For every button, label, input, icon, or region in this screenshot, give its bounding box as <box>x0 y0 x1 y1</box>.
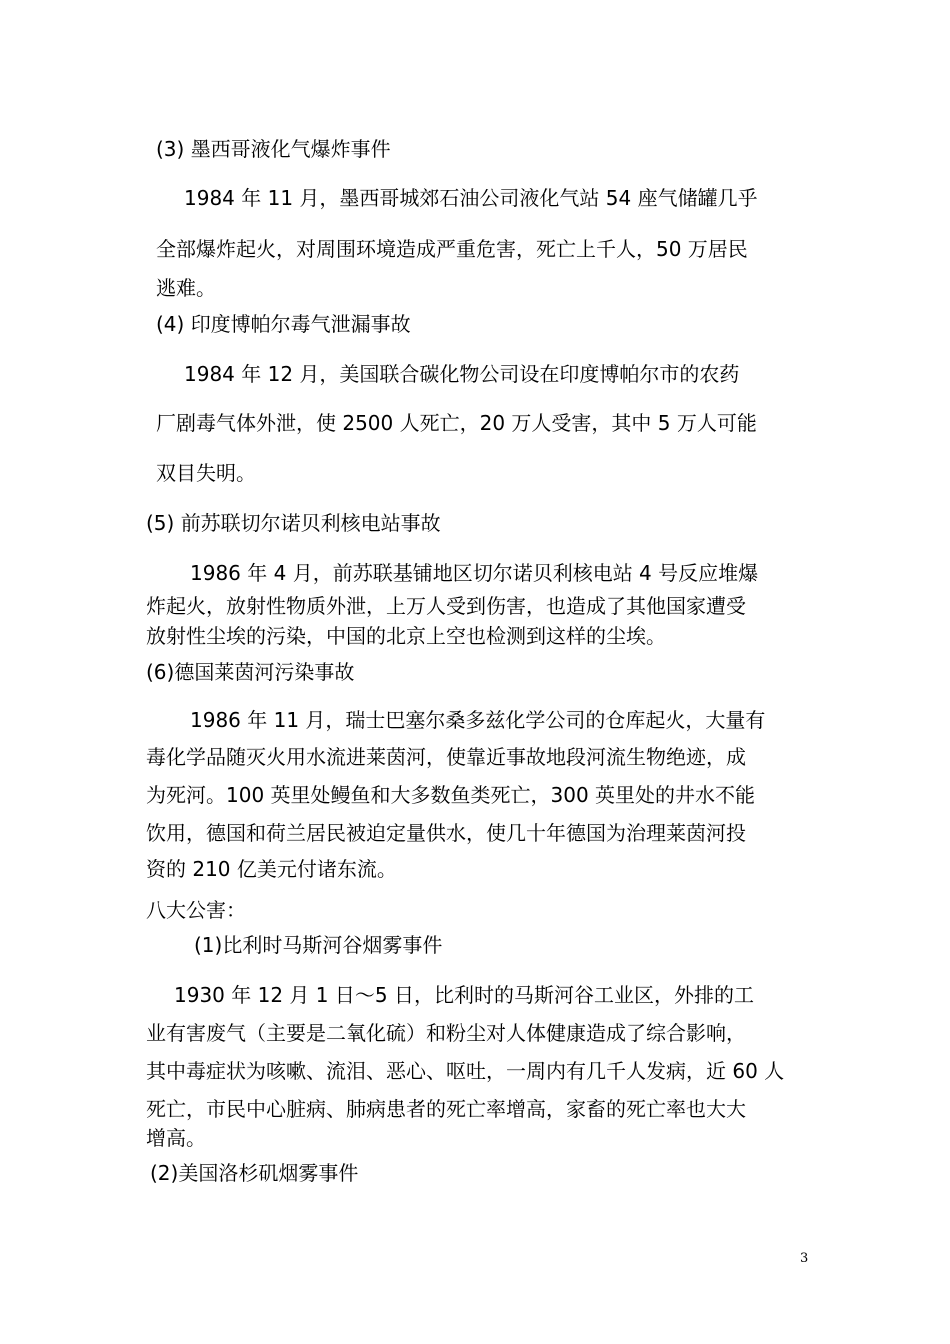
paragraph-line: 逃难。 <box>156 276 216 300</box>
heading-4: (4) 印度博帕尔毒气泄漏事故 <box>156 312 411 336</box>
paragraph-line: 炸起火，放射性物质外泄，上万人受到伤害，也造成了其他国家遭受 <box>146 594 746 618</box>
paragraph-line: 1986 年 11 月，瑞士巴塞尔桑多兹化学公司的仓库起火，大量有 <box>190 708 766 732</box>
heading-6: (6)德国莱茵河污染事故 <box>146 660 355 684</box>
paragraph-line: 业有害废气（主要是二氧化硫）和粉尘对人体健康造成了综合影响， <box>146 1021 746 1045</box>
paragraph-line: 1984 年 12 月，美国联合碳化物公司设在印度博帕尔市的农药 <box>184 362 740 386</box>
paragraph-line: 厂剧毒气体外泄，使 2500 人死亡，20 万人受害，其中 5 万人可能 <box>156 411 757 435</box>
paragraph-line: 增高。 <box>146 1126 206 1150</box>
paragraph-line: 毒化学品随灭火用水流进莱茵河，使靠近事故地段河流生物绝迹，成 <box>146 745 746 769</box>
paragraph-line: 死亡，市民中心脏病、肺病患者的死亡率增高，家畜的死亡率也大大 <box>146 1097 746 1121</box>
paragraph-line: 饮用，德国和荷兰居民被迫定量供水，使几十年德国为治理莱茵河投 <box>146 821 746 845</box>
paragraph-line: 双目失明。 <box>156 461 256 485</box>
heading-1: (1)比利时马斯河谷烟雾事件 <box>194 933 443 957</box>
paragraph-line: 1986 年 4 月，前苏联基铺地区切尔诺贝利核电站 4 号反应堆爆 <box>190 561 759 585</box>
paragraph-line: 放射性尘埃的污染，中国的北京上空也检测到这样的尘埃。 <box>146 624 666 648</box>
section-heading-eight-pollution: 八大公害： <box>146 898 246 922</box>
paragraph-line: 为死河。100 英里处鳗鱼和大多数鱼类死亡，300 英里处的井水不能 <box>146 783 756 807</box>
paragraph-line: 其中毒症状为咳嗽、流泪、恶心、呕吐，一周内有几千人发病，近 60 人 <box>146 1059 785 1083</box>
paragraph-line: 1984 年 11 月，墨西哥城郊石油公司液化气站 54 座气储罐几乎 <box>184 186 758 210</box>
paragraph-line: 1930 年 12 月 1 日～5 日，比利时的马斯河谷工业区，外排的工 <box>174 983 754 1007</box>
heading-3: (3) 墨西哥液化气爆炸事件 <box>156 137 391 161</box>
heading-2: (2)美国洛杉矶烟雾事件 <box>150 1161 359 1185</box>
page-number: 3 <box>800 1251 809 1266</box>
paragraph-line: 全部爆炸起火，对周围环境造成严重危害，死亡上千人，50 万居民 <box>156 237 748 261</box>
paragraph-line: 资的 210 亿美元付诸东流。 <box>146 857 397 881</box>
heading-5: (5) 前苏联切尔诺贝利核电站事故 <box>146 511 441 535</box>
